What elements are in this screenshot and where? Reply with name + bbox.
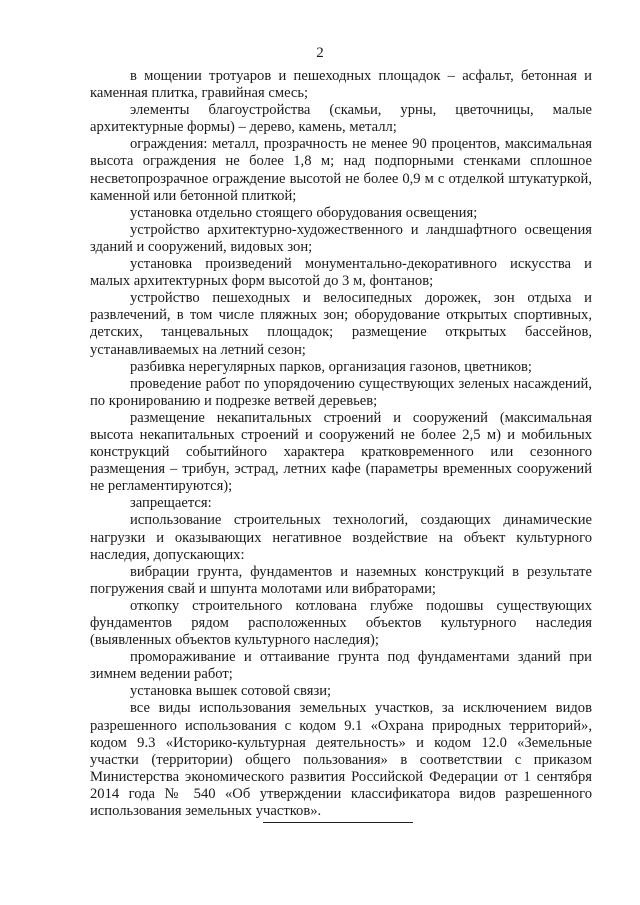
paragraph: размещение некапитальных строений и сооружений (максимальная высота некапитальных строений и сооружений не более 2,5 м) и мобильных конструкций событийного характера кратковременного или сезонного размещения – трибун, эстрад, летних кафе (параметры временных сооружений не регламентируются); bbox=[90, 409, 592, 495]
paragraph: элементы благоустройства (скамьи, урны, цветочницы, малые архитектурные формы) – дерево, камень, металл; bbox=[90, 102, 592, 136]
paragraph: ограждения: металл, прозрачность не менее 90 процентов, максимальная высота ограждения не более 1,8 м; над подпорными стенками сплошное несветопрозрачное ограждение высотой не более 0,9 м с отделкой штукатуркой, каменной или бетонной плиткой; bbox=[90, 136, 592, 204]
paragraph: устройство пешеходных и велосипедных дорожек, зон отдыха и развлечений, в том числе пляжных зон; оборудование открытых спортивных, детских, танцевальных площадок; размещение открытых бассейнов, устанавливаемых на летний сезон; bbox=[90, 290, 592, 358]
paragraph: установка отдельно стоящего оборудования освещения; bbox=[130, 204, 478, 221]
paragraph: откопку строительного котлована глубже подошвы существующих фундаментов рядом расположенных объектов культурного наследия (выявленных объектов культурного наследия); bbox=[90, 597, 592, 649]
paragraph: вибрации грунта, фундаментов и наземных конструкций в результате погружения свай и шпунта молотами или вибраторами; bbox=[90, 563, 592, 597]
paragraph: установка вышек сотовой связи; bbox=[130, 683, 332, 700]
paragraph: установка произведений монументально-декоративного искусства и малых архитектурных форм высотой до 3 м, фонтанов; bbox=[90, 256, 592, 290]
paragraph: использование строительных технологий, создающих динамические нагрузки и оказывающих негативное воздействие на объект культурного наследия, допускающих: bbox=[90, 512, 592, 563]
paragraph: устройство архитектурно-художественного и ландшафтного освещения зданий и сооружений, видовых зон; bbox=[90, 221, 592, 255]
document-body bbox=[90, 68, 592, 820]
paragraph: запрещается: bbox=[130, 495, 212, 512]
paragraph: все виды использования земельных участков, за исключением видов разрешенного использования с кодом 9.1 «Охрана природных территорий», кодом 9.3 «Историко-культурная деятельность» и кодом 12.0 «Земельные участки (территории) общего пользования» в соответствии с приказом Министерства экономического развития Российской Федерации от 1 сентября 2014 года № 540 «Об утверждении классификатора видов разрешенного использования земельных участков». bbox=[90, 700, 592, 820]
separator-line bbox=[263, 822, 413, 823]
paragraph: в мощении тротуаров и пешеходных площадок – асфальт, бетонная и каменная плитка, гравийная смесь; bbox=[90, 68, 592, 102]
paragraph: проведение работ по упорядочению существующих зеленых насаждений, по кронированию и подрезке ветвей деревьев; bbox=[90, 375, 592, 409]
page-number: 2 bbox=[316, 45, 324, 61]
paragraph: промораживание и оттаивание грунта под фундаментами зданий при зимнем ведении работ; bbox=[90, 649, 592, 683]
paragraph: разбивка нерегулярных парков, организация газонов, цветников; bbox=[130, 358, 532, 375]
